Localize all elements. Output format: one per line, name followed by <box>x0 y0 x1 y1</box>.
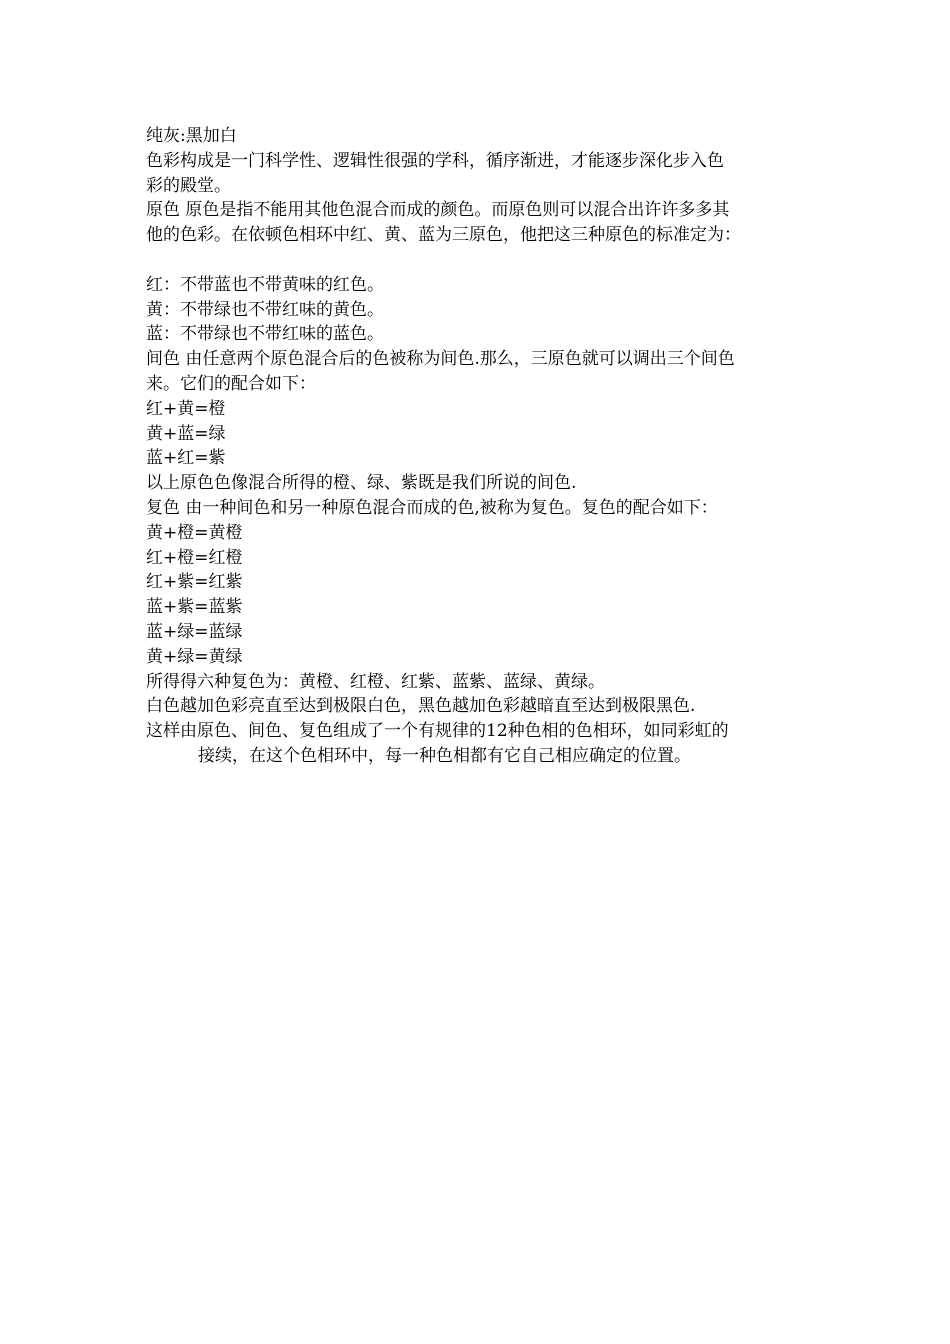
text-line: 白色越加色彩亮直至达到极限白色，黑色越加色彩越暗直至达到极限黑色. <box>146 696 696 717</box>
text-line: 所得得六种复色为：黄橙、红橙、红紫、蓝紫、蓝绿、黄绿。 <box>146 671 605 692</box>
text-line: 红+紫=红紫 <box>146 572 243 593</box>
text-line: 间色 由任意两个原色混合后的色被称为间色.那么，三原色就可以调出三个间色 <box>146 349 735 370</box>
text-line: 红：不带蓝也不带黄味的红色。 <box>146 274 384 295</box>
text-line: 以上原色色像混合所得的橙、绿、紫既是我们所说的间色. <box>146 473 577 494</box>
text-line: 原色 原色是指不能用其他色混合而成的颜色。而原色则可以混合出许许多多其 <box>146 200 730 221</box>
text-line: 色彩构成是一门科学性、逻辑性很强的学科，循序渐进，才能逐步深化步入色 <box>146 150 724 171</box>
text-line: 蓝：不带绿也不带红味的蓝色。 <box>146 324 384 345</box>
text-line: 蓝+绿=蓝绿 <box>146 621 243 642</box>
text-line: 蓝+紫=蓝紫 <box>146 597 243 618</box>
text-line: 来。它们的配合如下： <box>146 373 316 394</box>
text-line: 黄+橙=黄橙 <box>146 522 243 543</box>
text-line: 黄+绿=黄绿 <box>146 646 243 667</box>
blank-line <box>146 248 810 273</box>
text-line: 他的色彩。在依顿色相环中红、黄、蓝为三原色，他把这三种原色的标准定为： <box>146 225 741 246</box>
text-line-indented: 接续，在这个色相环中，每一种色相都有它自己相应确定的位置。 <box>198 745 691 766</box>
text-line: 红+黄=橙 <box>146 398 226 419</box>
text-line: 蓝+红=紫 <box>146 448 226 469</box>
text-line: 黄：不带绿也不带红味的黄色。 <box>146 299 384 320</box>
text-line: 红+橙=红橙 <box>146 547 243 568</box>
text-line: 复色 由一种间色和另一种原色混合而成的色,被称为复色。复色的配合如下： <box>146 497 718 518</box>
text-line: 黄+蓝=绿 <box>146 423 226 444</box>
text-line: 纯灰:黑加白 <box>146 126 237 146</box>
text-line: 这样由原色、间色、复色组成了一个有规律的12种色相的色相环，如同彩虹的 <box>146 721 729 742</box>
text-line: 彩的殿堂。 <box>146 175 231 196</box>
document-body <box>146 124 810 769</box>
